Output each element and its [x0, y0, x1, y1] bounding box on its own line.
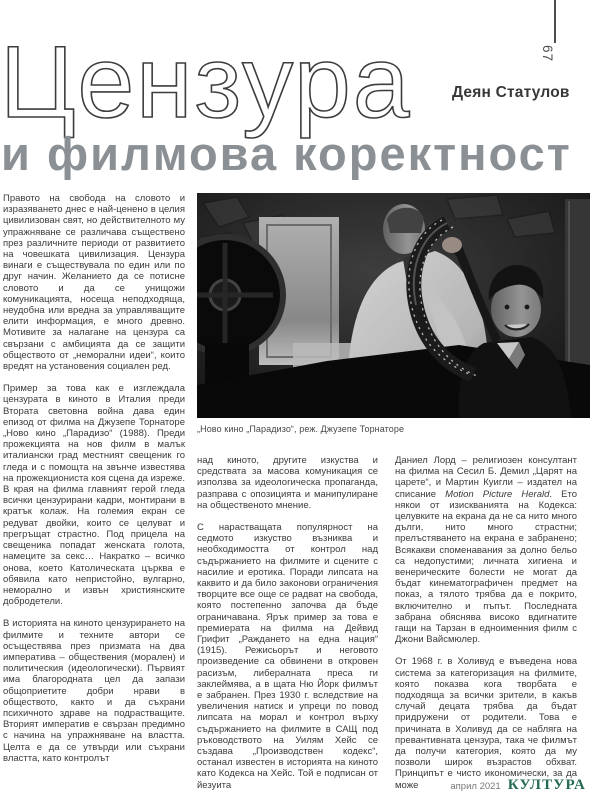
page-footer [450, 777, 586, 794]
body-paragraph: Правото на свобода на словото и изразяването днес е най-ценено в целия цивилизован свят, но действителното му упражняване се различава съществено през различните периоди от развитието на човешката цивилизация. Цензура винаги е съществувала по един или по друг начин. Желанието да се потисне словото и да се унищожи комуникацията, носеща неподходяща, неудобна или вредна за управляващите елити информация, е много древно. Мотивите за налагане на цензура са свързани с амбицията да се защити обществото от „неморални идеи“, които вредят на установения социален ред. [3, 193, 185, 373]
cinema-paradiso-still [197, 193, 590, 418]
magazine-name-italic: Motion Picture Herald [445, 488, 550, 500]
body-paragraph: Пример за това как е изглеждала цензурата в киното в Италия преди Втората световна война дава един епизод от филма на Джузепе Торнаторе „Ново кино „Парадизо“ (1988). Преди прожекцията на нов филм в малък италиански град местният свещеник го гледа и с помощта на звънче известява на прожекциониста коя сцена да изреже. В края на филма главният герой гледа всички цензурирани кадри, монтирани в кратък колаж. На големия екран се редуват двойки, които се целуват и прегръщат страстно. Под прицела на свещеника попадат женската голота, намеците за секс… Накратко – всичко онова, което Католическата църква е обявила като непристойно, вулгарно, неморално и извън християнските добродетели. [3, 383, 185, 608]
body-paragraph: В историята на киното цензурирането на филмите и техните автори се осъществява през призмата на два императива – обществения (морален) и политическия (идеологически). Първият има благородната цел да запази общоприетите добри нрави в обществото, както и да съхрани психичното здраве на подрастващите. Вторият императив е свързан предимно с начина на упражняване на властта. Целта е да се утвърди или съхрани властта, като контролът [3, 618, 185, 764]
article-subtitle: и филмова коректност [1, 127, 572, 180]
photo-caption: „Ново кино „Парадизо“, реж. Джузепе Торнаторе [197, 424, 405, 434]
paragraph-text: . Ето някои от изискванията на Кодекса: целувките на екрана да не са нито много дълги, нито много страстни; прелъстяването на екрана е забранено; Всякакви споменавания за долно бельо са недопустими; личната хигиена и венерическите болести не могат да бъдат кинематографичен предмет на показ, а тялото трябва да е покрито, включително и пъпът. Последната забрана обяснява високо вдигнатите гащи на Тарзан в едноименния филм с Джони Вайсмюлер. [395, 488, 577, 646]
article-photo [197, 193, 590, 418]
body-paragraph: От 1968 г. в Холивуд е въведена нова система за категоризация на филмите, която показва кога творбата е подходяща за всички зрители, в какъв случай децата трябва да бъдат придружени от родители. Това е причината в Холивуд да се набляга на превантивната цензура, така че филмът да получи категория, която да му позволи широк възрастов обхват. Принципът е чисто икономически, за да може [395, 656, 577, 791]
text-column-3 [395, 455, 577, 800]
text-columns-2-3 [197, 455, 592, 800]
body-paragraph: над киното, другите изкуства и средствата за масова комуникация се използва за идеологическа пропаганда, разправа с опозицията и манипулиране на общественото мнение. [197, 455, 378, 511]
page-number: 67 [540, 45, 555, 63]
body-paragraph [395, 455, 577, 645]
paragraph-text: Даниел Лорд – религиозен консултант на филма на Сесил Б. Демил „Царят на царете“, и Мартин Куигли – издател на списание [395, 455, 577, 500]
issue-date: април 2021 [450, 781, 501, 792]
article-title: Цензура [0, 25, 412, 139]
article-author: Деян Статулов [452, 84, 570, 101]
magazine-logo: КУЛТУРА [507, 777, 586, 793]
body-paragraph: С нарастващата популярност на седмото изкуство възниква и необходимостта от контрол над съдържанието на филмите и сцените с насилие и еротика. Поради липсата на каквито и да било законови ограничения творците все още се радват на свобода, която постепенно започва да бъде ограничавана. Ярък пример за това е премиерата на филма на Дейвид Грифит „Раждането на една нация“ (1915). Режисьорът и неговото произведение са обвинени в откровен расизъм, либералната преса ги заклеймява, а в щата Ню Йорк филмът е забранен. През 1930 г. вследствие на увеличения натиск и упреци по повод липсата на морал и контрол върху съдържанието на филмите в САЩ под ръководството на Уилям Хейс се създава „Производствен кодекс“, останал известен в историята на киното като Кодекса на Хейс. Той е подписан от йезуита [197, 522, 378, 791]
text-column-1 [3, 193, 185, 800]
photo-vignette [197, 193, 590, 418]
article-body [3, 193, 597, 800]
text-column-2 [197, 455, 378, 800]
page-number-rule [554, 0, 556, 43]
photo-and-columns [197, 193, 592, 800]
